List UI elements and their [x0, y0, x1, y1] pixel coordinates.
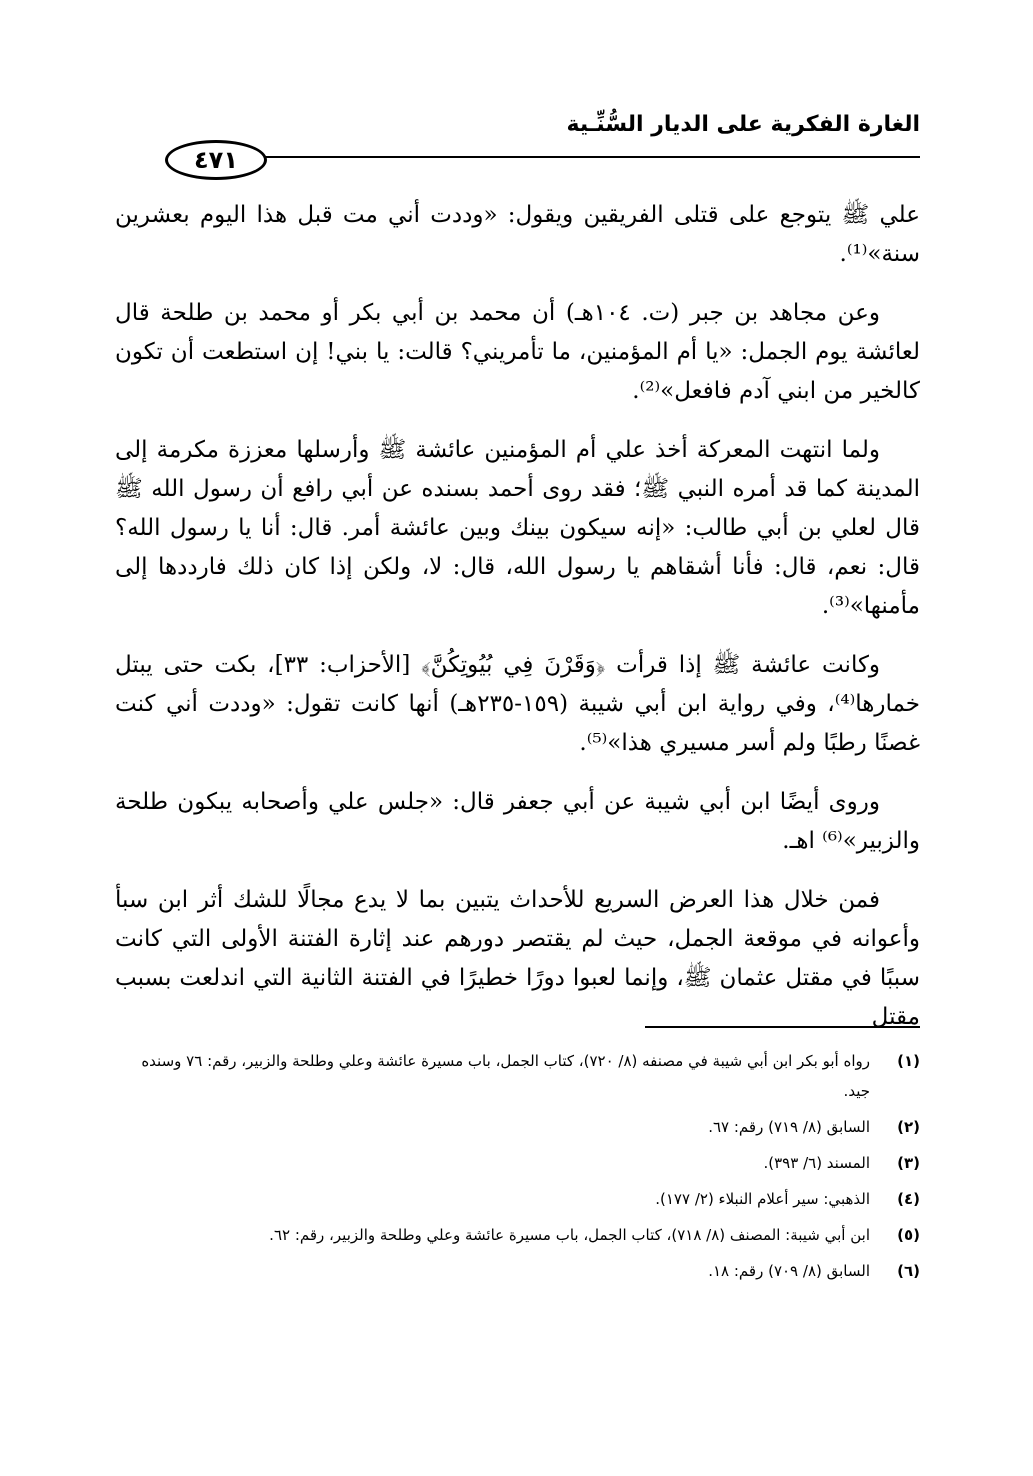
body-text: [115, 196, 920, 1057]
footnote: [115, 1220, 920, 1250]
footnote-text: الذهبي: سير أعلام النبلاء (٢/ ١٧٧).: [655, 1190, 870, 1208]
footnote: [115, 1112, 920, 1142]
footnote-number: (٢): [897, 1118, 920, 1136]
footnote: [115, 1184, 920, 1214]
paragraph: ولما انتهت المعركة أخذ علي أم المؤمنين عائشة ﷺ وأرسلها معززة مكرمة إلى المدينة كما قد أمره النبي ﷺ؛ فقد روى أحمد بسنده عن أبي رافع أن رسول الله ﷺ قال لعلي بن أبي طالب: «إنه سيكون بينك وبين عائشة أمر. قال: أنا يا رسول الله؟ قال: نعم، قال: فأنا أشقاهم يا رسول الله، قال: لا، ولكن إذا كان ذلك فارددها إلى مأمنها»⁽³⁾.: [115, 437, 920, 619]
footnote-number: (٣): [897, 1154, 920, 1172]
running-title: الغارة الفكرية على الديار السُّنِّـية: [566, 112, 920, 137]
paragraph: فمن خلال هذا العرض السريع للأحداث يتبين بما لا يدع مجالًا للشك أثر ابن سبأ وأعوانه في موقعة الجمل، حيث لم يقتصر دورهم عند إثارة الفتنة الأولى التي كانت سببًا في مقتل عثمان ﷺ، وإنما لعبوا دورًا خطيرًا في الفتنة الثانية التي اندلعت بسبب مقتل: [115, 887, 920, 1030]
footnote-number: (١): [897, 1052, 920, 1070]
page-number-badge: ٤٧١: [165, 140, 267, 180]
footnote-number: (٤): [897, 1190, 920, 1208]
footnote: [115, 1256, 920, 1286]
footnote-text: ابن أبي شيبة: المصنف (٨/ ٧١٨)، كتاب الجمل، باب مسيرة عائشة وعلي وطلحة والزبير، رقم: ٦٢.: [269, 1226, 870, 1244]
footnotes: [115, 1046, 920, 1292]
paragraph: وعن مجاهد بن جبر (ت. ١٠٤هـ) أن محمد بن أبي بكر أو محمد بن طلحة قال لعائشة يوم الجمل: «يا أم المؤمنين، ما تأمريني؟ قالت: يا بني! إن استطعت أن تكون كالخير من ابني آدم فافعل»⁽²⁾.: [115, 300, 920, 404]
header-rule: [255, 156, 920, 158]
footnote-text: رواه أبو بكر ابن أبي شيبة في مصنفه (٨/ ٧٢٠)، كتاب الجمل، باب مسيرة عائشة وعلي وطلحة والزبير، رقم: ٧٦ وسنده جيد.: [141, 1052, 870, 1100]
footnote-number: (٦): [897, 1262, 920, 1280]
paragraph: وكانت عائشة ﷺ إذا قرأت ﴿وَقَرْنَ فِي بُيُوتِكُنَّ﴾ [الأحزاب: ٣٣]، بكت حتى يبتل خمارها⁽⁴⁾، وفي رواية ابن أبي شيبة (١٥٩-٢٣٥هـ) أنها كانت تقول: «وددت أني كنت غصنًا رطبًا ولم أسر مسيري هذا»⁽⁵⁾.: [115, 652, 921, 756]
footnote-text: المسند (٦/ ٣٩٣).: [763, 1154, 870, 1172]
footnote: [115, 1148, 920, 1178]
footnote-number: (٥): [897, 1226, 920, 1244]
footnote-separator: [645, 1026, 920, 1028]
paragraph: علي ﷺ يتوجع على قتلى الفريقين ويقول: «وددت أني مت قبل هذا اليوم بعشرين سنة»⁽¹⁾.: [115, 202, 920, 267]
footnote: [115, 1046, 920, 1106]
paragraph: وروى أيضًا ابن أبي شيبة عن أبي جعفر قال: «جلس علي وأصحابه يبكون طلحة والزبير»⁽⁶⁾ اهـ.: [115, 789, 920, 854]
page-header: [115, 112, 920, 174]
footnote-text: السابق (٨/ ٧١٩) رقم: ٦٧.: [708, 1118, 870, 1136]
footnote-text: السابق (٨/ ٧٠٩) رقم: ١٨.: [708, 1262, 870, 1280]
